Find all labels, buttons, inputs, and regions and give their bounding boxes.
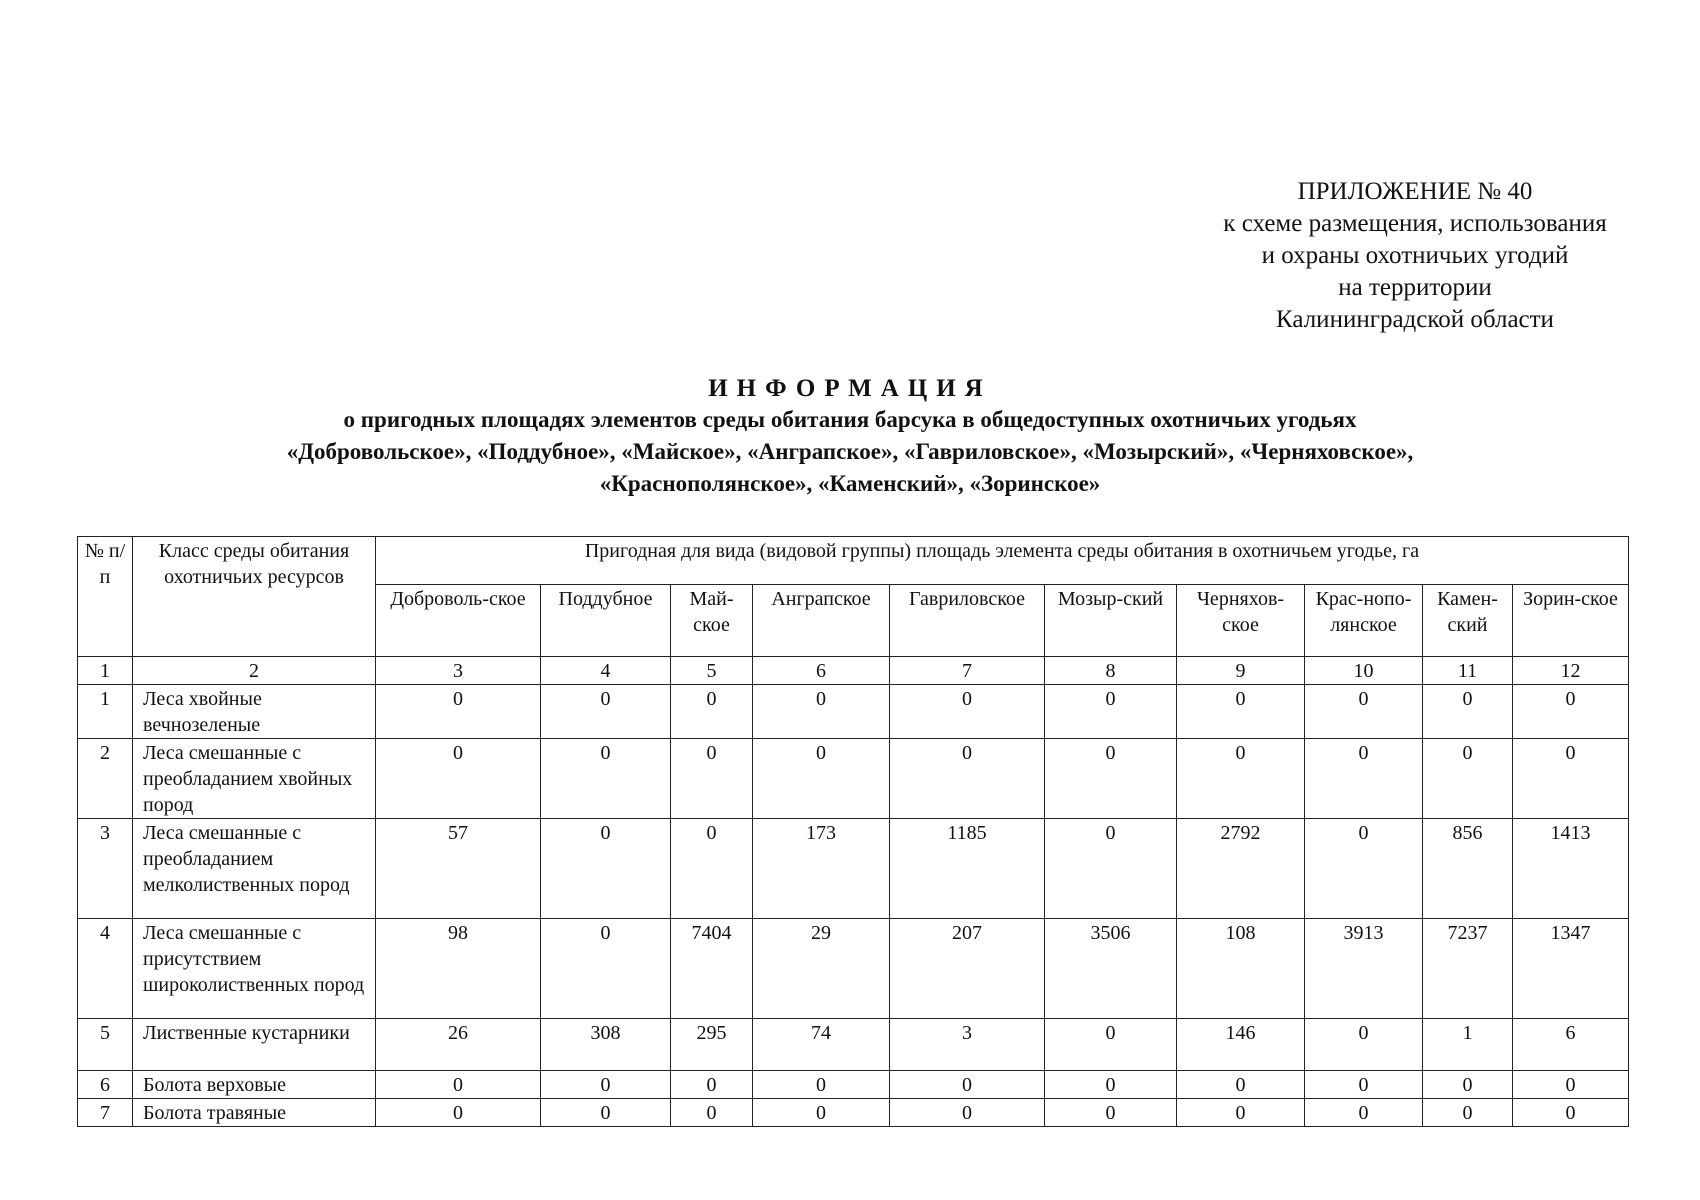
area-value: 6 xyxy=(1513,1019,1629,1071)
header-ground: Крас-нопо-лянское xyxy=(1305,585,1423,657)
row-number: 4 xyxy=(78,919,133,1019)
document-subtitle-line: о пригодных площадях элементов среды обитания барсука в общедоступных охотничьих угодьях xyxy=(343,407,1357,432)
document-title: ИНФОРМАЦИЯ xyxy=(708,375,992,402)
column-index: 1 xyxy=(78,657,133,685)
column-index: 10 xyxy=(1305,657,1423,685)
area-value: 0 xyxy=(1305,1019,1423,1071)
area-value: 0 xyxy=(541,685,671,739)
area-value: 0 xyxy=(1423,685,1513,739)
area-value: 0 xyxy=(1045,1099,1177,1127)
row-number: 3 xyxy=(78,819,133,919)
area-value: 0 xyxy=(890,1071,1045,1099)
area-value: 0 xyxy=(671,685,753,739)
column-index: 8 xyxy=(1045,657,1177,685)
area-value: 3913 xyxy=(1305,919,1423,1019)
header-habitat-class: Класс среды обитания охотничьих ресурсов xyxy=(133,537,376,657)
header-ground: Доброволь-ское xyxy=(376,585,541,657)
habitat-class: Болота верховые xyxy=(133,1071,376,1099)
area-value: 0 xyxy=(753,1099,890,1127)
area-value: 0 xyxy=(1177,739,1305,819)
appendix-line: и охраны охотничьих угодий xyxy=(1261,242,1569,269)
area-value: 0 xyxy=(1045,1071,1177,1099)
habitat-class: Леса смешанные с преобладанием мелколиственных пород xyxy=(133,819,376,919)
area-value: 0 xyxy=(376,1099,541,1127)
area-value: 0 xyxy=(376,1071,541,1099)
area-value: 856 xyxy=(1423,819,1513,919)
area-value: 0 xyxy=(1423,739,1513,819)
column-index-row xyxy=(78,657,1629,685)
header-ground: Зорин-ское xyxy=(1513,585,1629,657)
row-number: 2 xyxy=(78,739,133,819)
row-number: 6 xyxy=(78,1071,133,1099)
habitat-class: Болота травяные xyxy=(133,1099,376,1127)
habitat-class: Леса смешанные с присутствием широколиственных пород xyxy=(133,919,376,1019)
column-index: 12 xyxy=(1513,657,1629,685)
area-value: 0 xyxy=(1045,685,1177,739)
area-value: 0 xyxy=(671,739,753,819)
area-value: 0 xyxy=(1305,819,1423,919)
area-value: 0 xyxy=(1305,1071,1423,1099)
area-value: 3 xyxy=(890,1019,1045,1071)
area-value: 0 xyxy=(1177,1099,1305,1127)
document-heading xyxy=(60,374,1640,500)
header-ground: Камен-ский xyxy=(1423,585,1513,657)
appendix-number: ПРИЛОЖЕНИЕ № 40 xyxy=(1297,178,1533,205)
area-value: 0 xyxy=(1423,1071,1513,1099)
header-number: № п/п xyxy=(78,537,133,657)
area-value: 0 xyxy=(1305,1099,1423,1127)
area-value: 0 xyxy=(541,919,671,1019)
area-value: 0 xyxy=(1305,685,1423,739)
table-row xyxy=(78,919,1629,1019)
area-value: 108 xyxy=(1177,919,1305,1019)
area-value: 0 xyxy=(1045,819,1177,919)
table-row xyxy=(78,685,1629,739)
area-value: 0 xyxy=(753,685,890,739)
area-value: 0 xyxy=(1177,1071,1305,1099)
area-value: 308 xyxy=(541,1019,671,1071)
area-value: 0 xyxy=(376,739,541,819)
habitat-area-table xyxy=(77,536,1629,1127)
area-value: 173 xyxy=(753,819,890,919)
area-value: 1347 xyxy=(1513,919,1629,1019)
area-value: 295 xyxy=(671,1019,753,1071)
area-value: 98 xyxy=(376,919,541,1019)
area-value: 1 xyxy=(1423,1019,1513,1071)
row-number: 5 xyxy=(78,1019,133,1071)
area-value: 0 xyxy=(1045,1019,1177,1071)
habitat-class: Леса смешанные с преобладанием хвойных пород xyxy=(133,739,376,819)
area-value: 0 xyxy=(671,1071,753,1099)
appendix-line: на территории xyxy=(1338,274,1492,301)
area-value: 0 xyxy=(1513,739,1629,819)
column-index: 3 xyxy=(376,657,541,685)
area-value: 0 xyxy=(671,819,753,919)
table-row xyxy=(78,819,1629,919)
area-value: 0 xyxy=(541,1071,671,1099)
document-subtitle-line: «Добровольское», «Поддубное», «Майское», «Анграпское», «Гавриловское», «Мозырский», «Черняховское», xyxy=(286,439,1414,464)
area-value: 0 xyxy=(1177,685,1305,739)
column-index: 6 xyxy=(753,657,890,685)
table-header-row xyxy=(78,537,1629,585)
area-value: 0 xyxy=(753,739,890,819)
area-value: 0 xyxy=(890,1099,1045,1127)
area-value: 0 xyxy=(890,685,1045,739)
habitat-class: Лиственные кустарники xyxy=(133,1019,376,1071)
area-value: 74 xyxy=(753,1019,890,1071)
area-value: 0 xyxy=(1513,685,1629,739)
area-value: 207 xyxy=(890,919,1045,1019)
area-value: 0 xyxy=(1423,1099,1513,1127)
area-value: 1185 xyxy=(890,819,1045,919)
column-index: 5 xyxy=(671,657,753,685)
area-value: 7237 xyxy=(1423,919,1513,1019)
area-value: 0 xyxy=(1513,1099,1629,1127)
area-value: 0 xyxy=(1045,739,1177,819)
area-value: 0 xyxy=(753,1071,890,1099)
table-row xyxy=(78,739,1629,819)
header-ground: Черняхов-ское xyxy=(1177,585,1305,657)
column-index: 9 xyxy=(1177,657,1305,685)
table-row xyxy=(78,1071,1629,1099)
area-value: 0 xyxy=(1513,1071,1629,1099)
area-value: 0 xyxy=(541,739,671,819)
area-value: 146 xyxy=(1177,1019,1305,1071)
appendix-line: к схеме размещения, использования xyxy=(1223,210,1607,237)
area-value: 57 xyxy=(376,819,541,919)
area-value: 0 xyxy=(890,739,1045,819)
table-row xyxy=(78,1099,1629,1127)
area-value: 7404 xyxy=(671,919,753,1019)
area-value: 3506 xyxy=(1045,919,1177,1019)
area-value: 26 xyxy=(376,1019,541,1071)
header-ground: Поддубное xyxy=(541,585,671,657)
header-area-group: Пригодная для вида (видовой группы) площадь элемента среды обитания в охотничьем угодье, га xyxy=(376,537,1629,585)
header-ground: Гавриловское xyxy=(890,585,1045,657)
column-index: 7 xyxy=(890,657,1045,685)
area-value: 2792 xyxy=(1177,819,1305,919)
area-value: 0 xyxy=(671,1099,753,1127)
appendix-line: Калининградской области xyxy=(1276,306,1554,333)
area-value: 0 xyxy=(541,819,671,919)
appendix-block xyxy=(1160,176,1670,336)
row-number: 1 xyxy=(78,685,133,739)
area-value: 0 xyxy=(1305,739,1423,819)
habitat-class: Леса хвойные вечнозеленые xyxy=(133,685,376,739)
header-ground: Анграпское xyxy=(753,585,890,657)
row-number: 7 xyxy=(78,1099,133,1127)
document-subtitle-line: «Краснополянское», «Каменский», «Зоринское» xyxy=(599,471,1101,496)
area-value: 29 xyxy=(753,919,890,1019)
column-index: 4 xyxy=(541,657,671,685)
area-value: 0 xyxy=(541,1099,671,1127)
area-value: 1413 xyxy=(1513,819,1629,919)
column-index: 11 xyxy=(1423,657,1513,685)
table-row xyxy=(78,1019,1629,1071)
header-ground: Май-ское xyxy=(671,585,753,657)
area-value: 0 xyxy=(376,685,541,739)
column-index: 2 xyxy=(133,657,376,685)
header-ground: Мозыр-ский xyxy=(1045,585,1177,657)
